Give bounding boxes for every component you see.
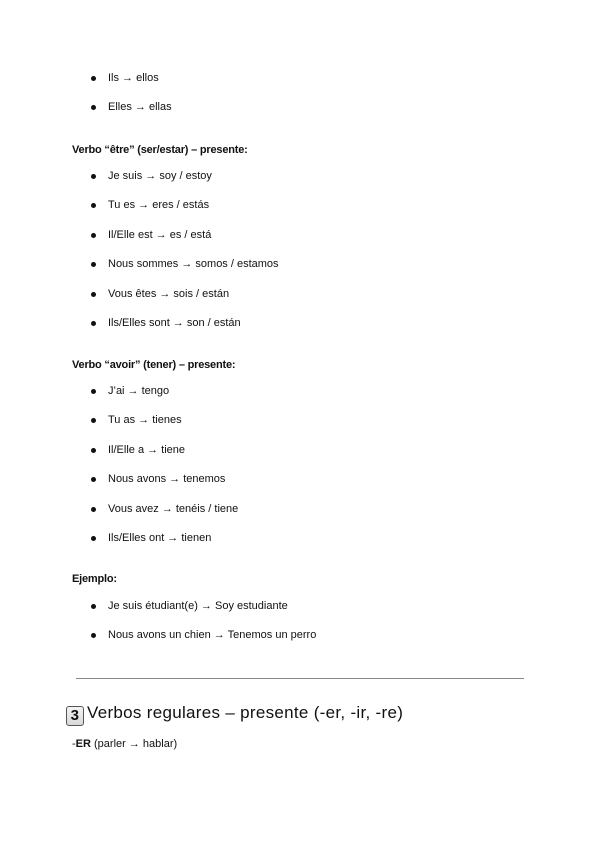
list-item-text: Tu es → eres / estás	[108, 199, 210, 212]
list-item-text: Il/Elle est → es / está	[108, 228, 212, 241]
bullet-icon	[91, 418, 96, 423]
list-item	[0, 503, 600, 516]
list-item	[0, 199, 600, 212]
list-item	[0, 317, 600, 330]
list-item	[0, 229, 600, 242]
list-item-text: Tu as → tienes	[108, 414, 182, 427]
bullet-icon	[91, 233, 96, 238]
list-item-text: Ils/Elles sont → son / están	[108, 316, 241, 329]
er-label: ER	[75, 738, 91, 750]
list-item	[0, 72, 600, 85]
list-item-text: Vous êtes → sois / están	[108, 287, 230, 300]
list-item-text: Vous avez → tenéis / tiene	[108, 502, 239, 515]
section-3-title	[66, 703, 403, 726]
list-item	[0, 629, 600, 642]
avoir-list	[0, 385, 600, 545]
bullet-icon	[91, 448, 96, 453]
er-example: (parler → hablar)	[90, 738, 178, 750]
etre-list	[0, 170, 600, 330]
bullet-icon	[91, 105, 96, 110]
bullet-icon	[91, 389, 96, 394]
bullet-icon	[91, 321, 96, 326]
etre-heading: Verbo “être” (ser/estar) – presente:	[72, 144, 248, 156]
er-prefix: -	[72, 738, 76, 750]
pronoun-list-continued	[0, 72, 600, 114]
list-item	[0, 600, 600, 613]
list-item	[0, 414, 600, 427]
list-item-text: Elles → ellas	[108, 101, 172, 113]
horizontal-divider	[76, 678, 524, 679]
bullet-icon	[91, 536, 96, 541]
list-item	[0, 473, 600, 486]
keycap-number-icon: 3	[66, 706, 84, 726]
list-item	[0, 101, 600, 114]
ejemplo-list	[0, 600, 600, 642]
list-item-text: Ils/Elles ont → tienen	[108, 531, 212, 544]
list-item	[0, 258, 600, 271]
list-item	[0, 444, 600, 457]
list-item-text: J’ai → tengo	[108, 385, 170, 397]
section-3-title-text: Verbos regulares – presente (-er, -ir, -re)	[87, 703, 404, 722]
list-item-text: Nous sommes → somos / estamos	[108, 258, 279, 271]
list-item-text: Ils → ellos	[108, 72, 159, 84]
avoir-heading: Verbo “avoir” (tener) – presente:	[72, 359, 236, 371]
bullet-icon	[91, 203, 96, 208]
bullet-icon	[91, 604, 96, 609]
list-item-text: Il/Elle a → tiene	[108, 443, 186, 456]
list-item	[0, 532, 600, 545]
list-item	[0, 170, 600, 183]
bullet-icon	[91, 292, 96, 297]
bullet-icon	[91, 507, 96, 512]
bullet-icon	[91, 477, 96, 482]
list-item-text: Je suis → soy / estoy	[108, 170, 212, 182]
bullet-icon	[91, 174, 96, 179]
list-item-text: Nous avons → tenemos	[108, 473, 226, 486]
list-item-text: Nous avons un chien → Tenemos un perro	[108, 629, 317, 641]
bullet-icon	[91, 633, 96, 638]
list-item	[0, 288, 600, 301]
bullet-icon	[91, 262, 96, 267]
er-verbs-line	[72, 738, 177, 750]
bullet-icon	[91, 76, 96, 81]
list-item	[0, 385, 600, 398]
ejemplo-heading: Ejemplo:	[72, 573, 117, 585]
list-item-text: Je suis étudiant(e) → Soy estudiante	[108, 600, 288, 612]
